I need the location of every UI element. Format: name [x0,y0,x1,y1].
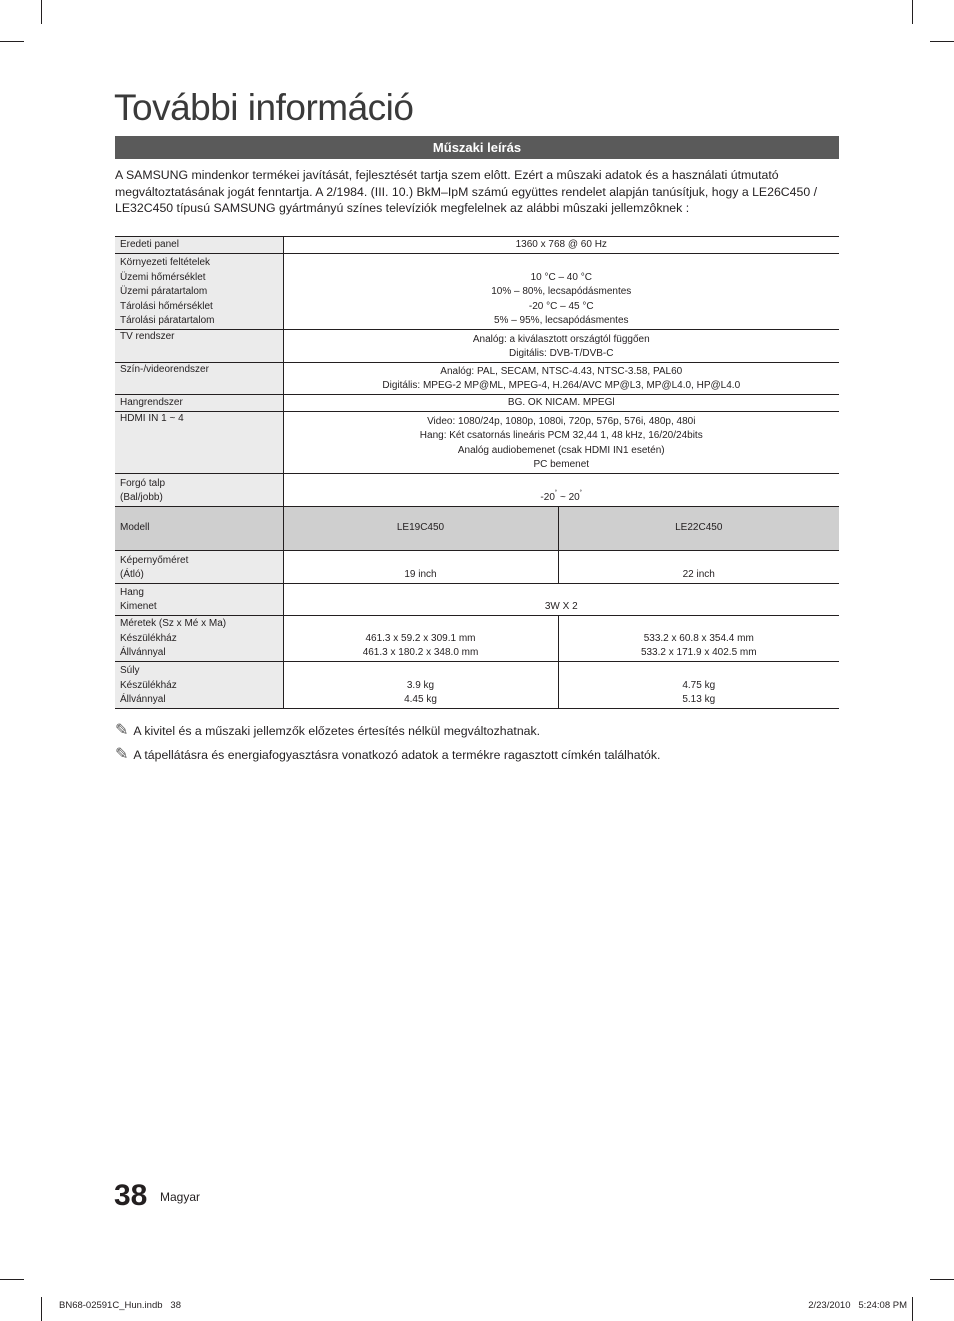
text-line: Állvánnyal [120,647,166,659]
row-value [283,395,839,412]
text-line: Eredeti panel [120,239,179,251]
text-line: BG. OK NICAM. MPEGl [507,397,615,409]
text-line: Készülékház [120,632,177,644]
crop-mark [0,41,24,42]
text-line: Szín-/videorendszer [120,364,209,375]
text-line: 4.75 kg [682,679,716,691]
text-line: Tárolási hőmérséklet [120,300,213,312]
text-line: Analóg: PAL, SECAM, NTSC-4.43, NTSC-3.58, PAL60 [440,365,683,377]
row-label [115,662,283,709]
text-line: HDMI IN 1 ~ 4 [120,413,184,424]
row-label [115,254,283,330]
text-line: Video: 1080/24p, 1080p, 1080i, 720p, 576p, 576i, 480p, 480i [427,415,696,427]
table-row [115,584,839,616]
row-value [283,237,839,254]
table-row [115,237,839,254]
text-line: (Bal/jobb) [120,492,163,504]
table-row [115,412,839,474]
text-line: Digitális: MPEG-2 MP@ML, MPEG-4, H.264/AVC MP@L3, MP@L4.0, HP@L4.0 [382,380,741,392]
page-title: További információ [114,87,414,128]
text-line: Képernyőméret [120,554,189,566]
text-line: 3.9 kg [406,679,435,691]
note-text: A tápellátásra és energiafogyasztásra vonatkozó adatok a termékre ragasztott címkén találhatók. [133,748,661,762]
degree-sign: ˚ [579,491,583,499]
model-b: LE22C450 [558,507,839,551]
crop-mark [41,0,42,24]
text-line: Hang: Két csatornás lineáris PCM 32,44 1, 48 kHz, 16/20/24bits [419,430,703,442]
spec-table [115,236,839,709]
text-line: Kimenet [120,601,157,613]
text-line: Analóg: a kiválasztott országtól függően [472,333,650,345]
table-row [115,551,839,584]
row-value [283,412,839,474]
table-row [115,395,839,412]
row-label [115,616,283,662]
sound-output-value: 3W X 2 [283,584,839,616]
dimensions-a [283,616,558,662]
swivel-max: ~ 20 [557,492,580,504]
text-line: Állvánnyal [120,694,166,706]
row-label [115,584,283,616]
table-row [115,330,839,363]
row-value [283,363,839,395]
text-line: 533.2 x 171.9 x 402.5 mm [640,647,757,659]
text-line: 5% – 95%, lecsapódásmentes [493,315,629,327]
intro-paragraph: A SAMSUNG mindenkor termékei javítását, fejlesztését tartja szem elôtt. Ezért a mûszaki adatok és a használati útmutató megváltoztatásának jogát fenntartja. A 2/1984. (III. 10.) BkM–IpM számú együttes rendelet alapján tanúsítjuk, hogy a LE26C450 / LE32C450 típusú SAMSUNG gyártmányú színes televíziók megfelelnek az alábbi mûszaki jellemzôknek : [115,168,818,215]
text-line: Méretek (Sz x Mé x Ma) [120,618,227,630]
text-line: 461.3 x 180.2 x 348.0 mm [362,647,479,659]
page-language: Magyar [160,1190,201,1204]
text-line: 533.2 x 60.8 x 354.4 mm [643,632,754,644]
text-line: 5.13 kg [682,694,716,706]
text-line: Hangrendszer [120,397,183,409]
page-number: 38 [114,1179,148,1212]
text-line: Digitális: DVB-T/DVB-C [509,348,614,360]
row-label [115,551,283,584]
section-heading: Műszaki leírás [115,136,839,159]
swivel-min: -20 [540,492,555,504]
table-row [115,254,839,330]
pencil-note-icon: ✎ [115,746,129,763]
note-text: A kivitel és a műszaki jellemzők előzetes értesítés nélkül megváltozhatnak. [133,724,541,738]
text-line: 461.3 x 59.2 x 309.1 mm [365,632,476,644]
text-line: 10% – 80%, lecsapódásmentes [491,286,632,298]
text-line: -20 °C – 45 °C [528,300,594,312]
table-row [115,474,839,507]
crop-mark [912,1297,913,1321]
crop-mark [930,41,954,42]
screen-a: 19 inch [283,551,558,584]
model-a: LE19C450 [283,507,558,551]
row-label [115,330,283,363]
crop-mark [912,0,913,24]
text-line: 4.45 kg [404,694,437,706]
table-row-model [115,507,839,551]
row-value [283,474,839,507]
weight-b [558,662,839,709]
dimensions-b [558,616,839,662]
table-row [115,662,839,709]
row-label [115,363,283,395]
text-line: Üzemi hőmérséklet [120,271,206,283]
text-line: Analóg audiobemenet (csak HDMI IN1 esetén) [457,444,665,456]
text-line: 10 °C – 40 °C [530,271,592,283]
row-value [283,330,839,363]
text-line: Tárolási páratartalom [120,315,215,327]
crop-mark [0,1279,24,1280]
row-label [115,412,283,474]
crop-mark [930,1279,954,1280]
text-line: Üzemi páratartalom [120,286,208,298]
text-line: Készülékház [120,679,177,691]
footer-date-info: 2/23/2010 5:24:08 PM [808,1300,907,1311]
pencil-note-icon: ✎ [115,722,129,739]
degree-sign: ˚ [554,491,558,499]
note-1 [115,722,540,740]
row-value [283,254,839,330]
crop-mark [41,1297,42,1321]
note-2 [115,746,660,764]
swivel-value [540,492,582,503]
screen-b: 22 inch [558,551,839,584]
text-line: Hang [120,586,144,598]
row-label [115,395,283,412]
row-label: Modell [115,507,283,551]
text-line: 1360 x 768 @ 60 Hz [515,239,607,251]
text-line: TV rendszer [120,331,175,342]
table-row [115,363,839,395]
row-label [115,237,283,254]
text-line: Forgó talp [120,477,166,489]
text-line: Súly [120,665,140,677]
row-label [115,474,283,507]
text-line: (Átló) [120,569,144,581]
weight-a [283,662,558,709]
text-line: Környezeti feltételek [120,257,211,269]
table-row [115,616,839,662]
text-line: PC bemenet [533,459,590,471]
footer-file-info: BN68-02591C_Hun.indb 38 [59,1300,182,1311]
